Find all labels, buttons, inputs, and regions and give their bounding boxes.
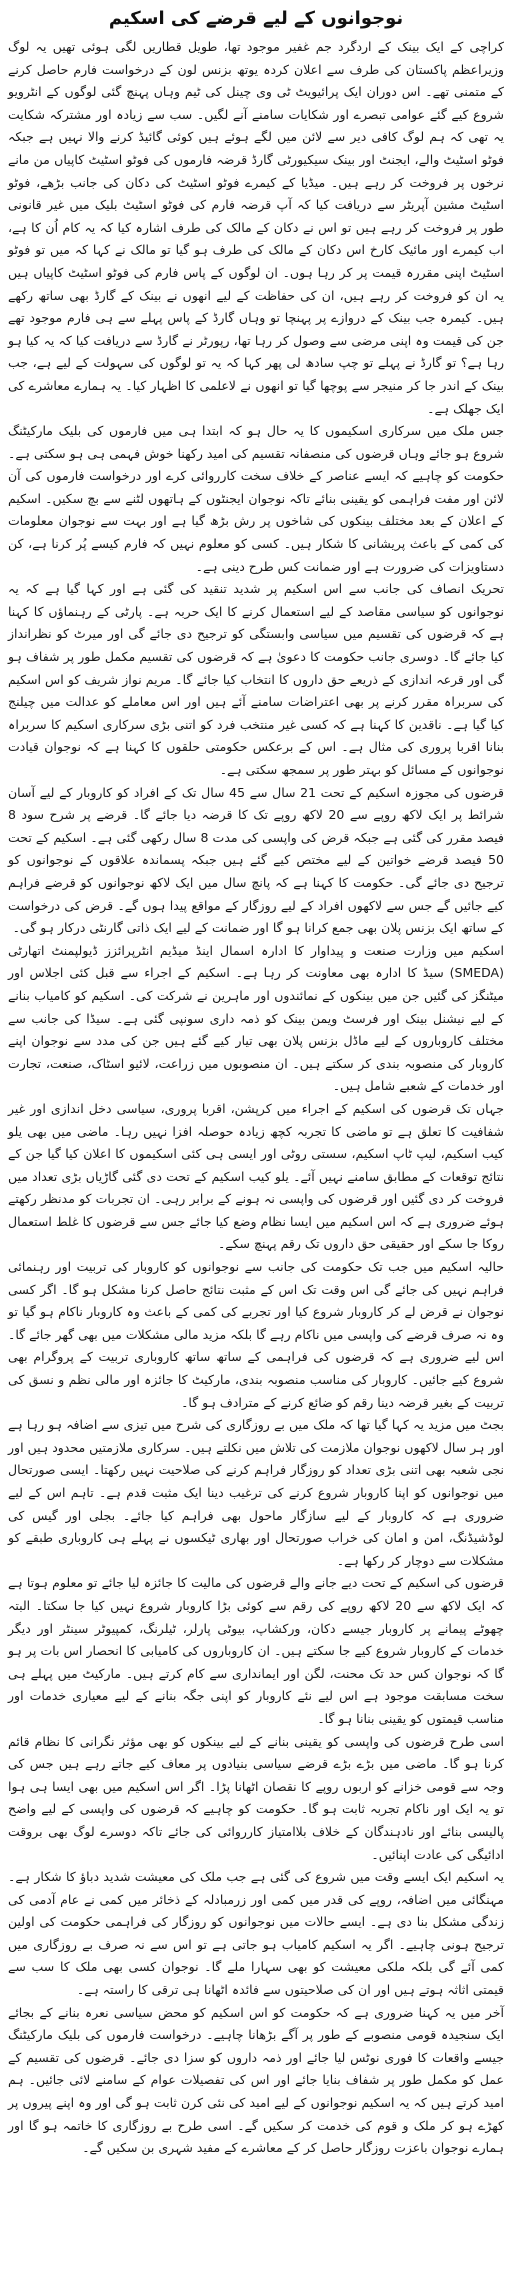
article-paragraph: کراچی کے ایک بینک کے اردگرد جم غفیر موجود تھا، طویل قطاریں لگی ہوئی تھیں یہ لوگ وزیراعظم پاکستان کی طرف سے اعلان کردہ یوتھ بزنس لون کے درخواست فارم حاصل کرنے کے متمنی تھے۔ اس دوران ایک پرائیویٹ ٹی وی چینل کی ٹیم وہاں پہنچ گئی لوگوں کے انٹرویو شروع کیے گئے عوامی تبصرے اور شکایات سامنے آنے لگیں۔ سب سے زیادہ اور مشترکہ شکایت یہ تھی کہ ہم لوگ کافی دیر سے لائن میں لگے ہوئے ہیں کوئی گائیڈ کرنے والا نہیں ہے جبکہ فوٹو اسٹیٹ والے، ایجنٹ اور بینک سیکیورٹی گارڈ قرضہ فارموں کی فوٹو اسٹیٹ کاپیاں من مانے نرخوں پر فروخت کر رہے ہیں۔ میڈیا کے کیمرے فوٹو اسٹیٹ کی دکان کی جانب بڑھے، فوٹو اسٹیٹ مشین آپریٹر سے دریافت کیا کہ آپ قرضہ فارم کی فوٹو اسٹیٹ بلیک میں غیر قانونی طور پر فروخت کر رہے ہیں تو اس نے دکان کے مالک کی طرف اشارہ کیا کہ یہ کام اُن کا ہے، اب کیمرے اور مائیک کارخ اس دکان کے مالک کی طرف ہو گیا تو مالک نے کہا کہ میں تو فوٹو اسٹیٹ اپنی مقررہ قیمت پر کر رہا ہوں۔ ان لوگوں کے پاس فارم کی فوٹو اسٹیٹ کاپیاں ہیں یہ ان کو فروخت کر رہے ہیں، ان کی حفاظت کے لیے انھوں نے بینک کے گارڈ بھی ساتھ رکھے ہیں۔ کیمرہ جب بینک کے دروازے پر پہنچا تو وہاں گارڈ کے پاس پہلے سے ہی فارم موجود تھے جن کی قیمت وہ اپنی مرضی سے وصول کر رہا تھا، رپورٹر نے گارڈ سے دریافت کیا کہ یہ کیا ہو رہا ہے؟ تو گارڈ نے پہلے تو چپ سادھ لی پھر کہا کہ یہ تو لوگوں کی سہولت کے لیے ہے، جب بینک کے اندر جا کر منیجر سے پوچھا گیا تو انھوں نے لاعلمی کا اظہار کیا۔ یہ ہمارے معاشرے کی ایک جھلک ہے۔ (8, 39, 504, 416)
article-paragraph: قرضوں کی اسکیم کے تحت دیے جانے والے قرضوں کی مالیت کا جائزہ لیا جائے تو معلوم ہوتا ہے کہ ایک لاکھ سے 20 لاکھ روپے کی رقم سے کوئی بڑا کاروبار شروع نہیں کیا جا سکتا۔ البتہ چھوٹے پیمانے پر کاروبار جیسے دکان، ورکشاپ، بیوٹی پارلر، ٹیلرنگ، کمپیوٹر سینٹر اور دیگر خدمات کے کاروبار شروع کیے جا سکتے ہیں۔ ان کاروباروں کی کامیابی کا انحصار اس بات پر ہو گا کہ نوجوان کس حد تک محنت، لگن اور ایمانداری سے کام کرتے ہیں۔ مارکیٹ میں پہلے ہی سخت مسابقت موجود ہے اس لیے نئے کاروبار کو اپنی جگہ بنانے کے لیے معیاری خدمات اور مناسب قیمتوں کو یقینی بنانا ہو گا۔ (8, 1575, 504, 1726)
article-headline: نوجوانوں کے لیے قرضے کی اسکیم (108, 8, 404, 29)
article-paragraph: تحریک انصاف کی جانب سے اس اسکیم پر شدید تنقید کی گئی ہے اور کہا گیا ہے کہ یہ نوجوانوں کو سیاسی مقاصد کے لیے استعمال کرنے کا ایک حربہ ہے۔ پارٹی کے رہنماؤں کا کہنا ہے کہ قرضوں کی تقسیم میں سیاسی وابستگی کو ترجیح دی جائے گی اور میرٹ کو نظرانداز کیا جائے گا۔ دوسری جانب حکومت کا دعویٰ ہے کہ قرضوں کی تقسیم مکمل طور پر شفاف ہو گی اور قرعہ اندازی کے ذریعے حق داروں کا انتخاب کیا جائے گا۔ مریم نواز شریف کو اس اسکیم کی سربراہ مقرر کرنے پر بھی اعتراضات سامنے آئے ہیں اور اس معاملے کو عدالت میں چیلنج کیا گیا ہے۔ ناقدین کا کہنا ہے کہ کسی غیر منتخب فرد کو اتنی بڑی سرکاری اسکیم کا سربراہ بنانا اقربا پروری کی مثال ہے۔ اس کے برعکس حکومتی حلقوں کا کہنا ہے کہ نوجوان قیادت نوجوانوں کے مسائل کو بہتر طور پر سمجھ سکتی ہے۔ (8, 581, 504, 777)
article-paragraph: یہ اسکیم ایک ایسے وقت میں شروع کی گئی ہے جب ملک کی معیشت شدید دباؤ کا شکار ہے۔ مہنگائی میں اضافہ، روپے کی قدر میں کمی اور زرمبادلہ کے ذخائر میں کمی نے عام آدمی کی زندگی مشکل بنا دی ہے۔ ایسے حالات میں نوجوانوں کو روزگار کی فراہمی حکومت کی اولین ترجیح ہونی چاہیے۔ اگر یہ اسکیم کامیاب ہو جاتی ہے تو اس سے نہ صرف بے روزگاری میں کمی آئے گی بلکہ ملکی معیشت کو بھی سہارا ملے گا۔ نوجوان کسی بھی ملک کا سب سے قیمتی اثاثہ ہوتے ہیں اور ان کی صلاحیتوں سے فائدہ اٹھانا ہی ترقی کا راستہ ہے۔ (8, 1869, 504, 1998)
article-paragraph: قرضوں کی مجوزہ اسکیم کے تحت 21 سال سے 45 سال تک کے افراد کو کاروبار کے لیے آسان شرائط پر ایک لاکھ روپے سے 20 لاکھ روپے تک کا قرضہ دیا جائے گا۔ قرضے پر شرح سود 8 فیصد مقرر کی گئی ہے جبکہ قرض کی واپسی کی مدت 8 سال رکھی گئی ہے۔ اسکیم کے تحت 50 فیصد قرضے خواتین کے لیے مختص کیے گئے ہیں جبکہ پسماندہ علاقوں کے نوجوانوں کو ترجیح دی جائے گی۔ حکومت کا کہنا ہے کہ پانچ سال میں ایک لاکھ نوجوانوں کو قرضے فراہم کیے جائیں گے جس سے لاکھوں افراد کے لیے روزگار کے مواقع پیدا ہوں گے۔ قرض کی درخواست کے ساتھ ایک بزنس پلان بھی جمع کرانا ہو گا اور ضمانت کے لیے ایک ذاتی گارنٹی درکار ہو گی۔ (8, 784, 504, 936)
article-paragraph: بجٹ میں مزید یہ کہا گیا تھا کہ ملک میں بے روزگاری کی شرح میں تیزی سے اضافہ ہو رہا ہے اور ہر سال لاکھوں نوجوان ملازمت کی تلاش میں نکلتے ہیں۔ سرکاری ملازمتیں محدود ہیں اور نجی شعبہ بھی اتنی بڑی تعداد کو روزگار فراہم کرنے کی صلاحیت نہیں رکھتا۔ ایسی صورتحال میں نوجوانوں کو اپنا کاروبار شروع کرنے کی ترغیب دینا ایک مثبت قدم ہے۔ تاہم اس کے لیے ضروری ہے کہ کاروبار کے لیے سازگار ماحول بھی فراہم کیا جائے۔ بجلی اور گیس کی لوڈشیڈنگ، امن و امان کی خراب صورتحال اور بھاری ٹیکسوں نے پہلے ہی کاروباری طبقے کو مشکلات سے دوچار کر رکھا ہے۔ (8, 1417, 504, 1568)
article-paragraph: جہاں تک قرضوں کی اسکیم کے اجراء میں کرپشن، اقربا پروری، سیاسی دخل اندازی اور غیر شفافیت کا تعلق ہے تو ماضی کا تجربہ کچھ زیادہ حوصلہ افزا نہیں رہا۔ ماضی میں بھی یلو کیب اسکیم، لیپ ٹاپ اسکیم، سستی روٹی اور ایسی ہی کئی اسکیموں کا اعلان کیا گیا جن کے نتائج توقعات کے مطابق سامنے نہیں آئے۔ یلو کیب اسکیم کے تحت دی گئی گاڑیاں بڑی تعداد میں فروخت کر دی گئیں اور قرضوں کی واپسی نہ ہونے کے برابر رہی۔ ان تجربات کو مدنظر رکھتے ہوئے ضروری ہے کہ اس اسکیم میں ایسا نظام وضع کیا جائے جس سے قرضوں کا غلط استعمال روکا جا سکے اور حقیقی حق داروں تک رقم پہنچ سکے۔ (8, 1100, 504, 1252)
article-paragraph: جس ملک میں سرکاری اسکیموں کا یہ حال ہو کہ ابتدا ہی میں فارموں کی بلیک مارکیٹنگ شروع ہو جائے وہاں قرضوں کی منصفانہ تقسیم کی امید رکھنا خوش فہمی ہی ہو سکتی ہے۔ حکومت کو چاہیے کہ ایسے عناصر کے خلاف سخت کارروائی کرے اور درخواست فارموں کی آن لائن اور مفت فراہمی کو یقینی بنائے تاکہ نوجوان ایجنٹوں کے ہاتھوں لٹنے سے بچ سکیں۔ اسکیم کے اعلان کے بعد مختلف بینکوں کی شاخوں پر رش بڑھ گیا ہے اور بہت سے نوجوان معلومات کی کمی کے باعث پریشانی کا شکار ہیں۔ کسی کو معلوم نہیں کہ فارم کیسے پُر کرنا ہے، کن دستاویزات کی ضرورت ہے اور ضمانت کس طرح دینی ہے۔ (8, 423, 504, 574)
article-body (8, 36, 504, 2160)
article-paragraph: اسکیم میں وزارت صنعت و پیداوار کا ادارہ اسمال اینڈ میڈیم انٹرپرائزز ڈیولپمنٹ اتھارٹی (SMEDA) سیڈ کا ادارہ بھی معاونت کر رہا ہے۔ اسکیم کے اجراء سے قبل کئی اجلاس اور میٹنگز کی گئیں جن میں بینکوں کے نمائندوں اور ماہرین نے شرکت کی۔ اسکیم کو کامیاب بنانے کے لیے نیشنل بینک اور فرسٹ ویمن بینک کو ذمہ داری سونپی گئی ہے۔ سیڈا کی جانب سے مختلف کاروباروں کے لیے ماڈل بزنس پلان بھی تیار کیے گئے ہیں جن کی مدد سے نوجوان اپنے کاروبار کی منصوبہ بندی کر سکتے ہیں۔ ان منصوبوں میں زراعت، لائیو اسٹاک، صنعت، تجارت اور خدمات کے شعبے شامل ہیں۔ (8, 942, 504, 1094)
article-paragraph: آخر میں یہ کہنا ضروری ہے کہ حکومت کو اس اسکیم کو محض سیاسی نعرہ بنانے کے بجائے ایک سنجیدہ قومی منصوبے کے طور پر آگے بڑھانا چاہیے۔ درخواست فارموں کی بلیک مارکیٹنگ جیسے واقعات کا فوری نوٹس لیا جائے اور ذمہ داروں کو سزا دی جائے۔ قرضوں کی تقسیم کے عمل کو مکمل طور پر شفاف بنایا جائے اور اس کی تفصیلات عوام کے سامنے لائی جائیں۔ ہم امید کرتے ہیں کہ یہ اسکیم نوجوانوں کے لیے امید کی نئی کرن ثابت ہو گی اور وہ اپنے پیروں پر کھڑے ہو کر ملک و قوم کی خدمت کر سکیں گے۔ اسی طرح بے روزگاری کا خاتمہ ہو گا اور ہمارے نوجوان باعزت روزگار حاصل کر کے معاشرے کے مفید شہری بن سکیں گے۔ (8, 2004, 504, 2156)
article-paragraph: اسی طرح قرضوں کی واپسی کو یقینی بنانے کے لیے بینکوں کو بھی مؤثر نگرانی کا نظام قائم کرنا ہو گا۔ ماضی میں بڑے بڑے قرضے سیاسی بنیادوں پر معاف کیے جاتے رہے ہیں جس کی وجہ سے قومی خزانے کو اربوں روپے کا نقصان اٹھانا پڑا۔ اگر اس اسکیم میں بھی ایسا ہی ہوا تو یہ ایک اور ناکام تجربہ ثابت ہو گا۔ حکومت کو چاہیے کہ قرضوں کی واپسی کے لیے واضح پالیسی بنائے اور نادہندگان کے خلاف بلاامتیاز کارروائی کی جائے تاکہ دوسرے لوگ بھی بروقت ادائیگی کی عادت اپنائیں۔ (8, 1733, 504, 1862)
article-paragraph: حالیہ اسکیم میں جب تک حکومت کی جانب سے نوجوانوں کو کاروبار کی تربیت اور رہنمائی فراہم نہیں کی جائے گی اس وقت تک اس کے مثبت نتائج حاصل کرنا مشکل ہو گا۔ اگر کسی نوجوان نے قرض لے کر کاروبار شروع کیا اور تجربے کی کمی کے باعث وہ کاروبار ناکام ہو گیا تو وہ نہ صرف قرضے کی واپسی میں ناکام رہے گا بلکہ مزید مالی مشکلات میں بھی گھر جائے گا۔ اس لیے ضروری ہے کہ قرضوں کی فراہمی کے ساتھ ساتھ کاروباری تربیت کے پروگرام بھی شروع کیے جائیں۔ کاروبار کی مناسب منصوبہ بندی، مارکیٹ کا جائزہ اور مالی نظم و نسق کی تربیت کے بغیر قرضہ دینا رقم کو ضائع کرنے کے مترادف ہو گا۔ (8, 1259, 504, 1410)
